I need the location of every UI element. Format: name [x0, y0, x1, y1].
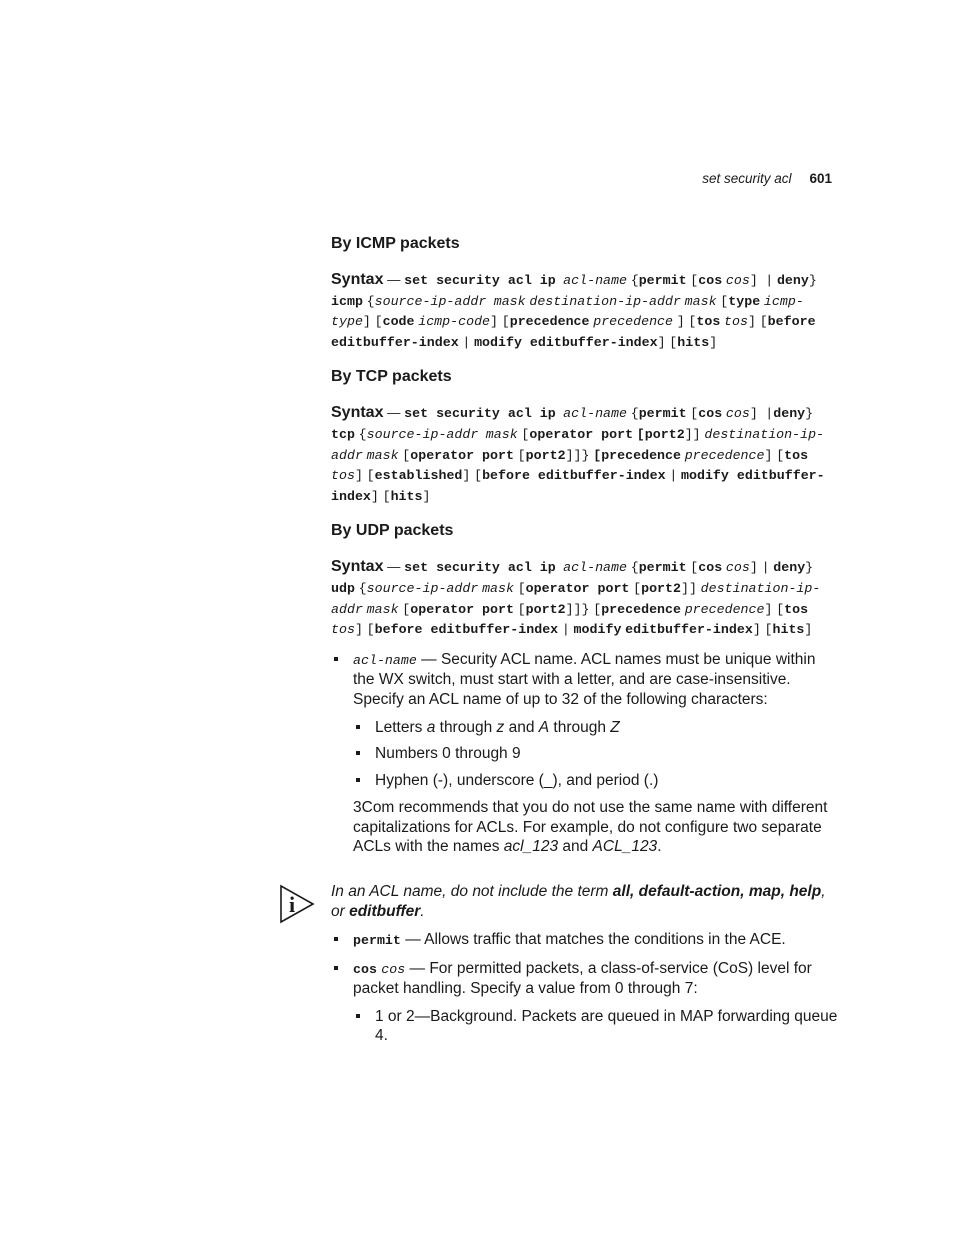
arg: tos — [331, 622, 355, 638]
kw: deny — [773, 560, 806, 576]
info-icon — [279, 884, 315, 924]
arg: mask — [366, 601, 399, 617]
cmd: set security acl ip — [404, 273, 556, 288]
list-item-permit — [331, 930, 840, 951]
t: acl_123 — [503, 838, 559, 856]
cos-value-list — [353, 1007, 840, 1046]
kw: code — [382, 314, 415, 330]
kw: modify editbuffer-index — [474, 334, 658, 350]
t: and — [558, 838, 593, 856]
note-text — [331, 882, 840, 921]
character-list — [353, 718, 840, 791]
parameter-list — [331, 650, 840, 710]
main-content — [331, 233, 840, 857]
svg-text:i: i — [289, 892, 296, 917]
kw: port2 — [525, 601, 566, 617]
kw: cos — [698, 273, 723, 288]
kw: precedence — [509, 314, 590, 330]
kw: before editbuffer-index — [331, 314, 816, 350]
kw: tos — [696, 314, 721, 330]
arg: acl-name — [563, 560, 627, 576]
list-item-letters — [353, 718, 840, 738]
kw: precedence — [601, 601, 681, 617]
kw: before editbuffer-index — [482, 468, 666, 484]
kw: cos — [698, 560, 723, 576]
arg: acl-name — [563, 273, 627, 288]
arg: precedence — [684, 601, 765, 617]
kw: hits — [390, 488, 423, 504]
t: . — [420, 902, 425, 920]
arg: source-ip-addr — [366, 580, 479, 596]
desc: — Security ACL name. ACL names must be unique within the WX switch, must start with a letter, and are case-insensitive. Specify an ACL name of up to 32 of the following characters: — [353, 650, 816, 708]
term: cos — [353, 961, 377, 977]
syntax-label: Syntax — [331, 558, 384, 576]
more-parameters — [331, 930, 840, 1046]
t: In an ACL name, do not include the term — [331, 883, 613, 900]
cmd: set security acl ip — [404, 560, 556, 576]
kw: operator port — [529, 426, 634, 442]
arg: tos — [724, 314, 748, 330]
dash: — — [383, 272, 405, 287]
arg: acl-name — [563, 406, 627, 422]
kw: editbuffer-index — [625, 622, 753, 638]
heading-tcp: By TCP packets — [331, 368, 452, 386]
arg: mask — [684, 293, 717, 309]
syntax-icmp: Syntax — set security acl ip acl-name {permit [cos cos] | deny} icmp {source-ip-addr mask destination-ip-addr mask [type icmp-type] [code icmp-code] [precedence precedence ] [tos tos] [before editbuffer-index | modify editbuffer-index] [hits] — [331, 271, 817, 350]
arg: cos — [381, 961, 406, 977]
kw: port2 — [641, 580, 681, 596]
kw: operator port — [410, 601, 514, 617]
kw: cos — [698, 406, 723, 422]
t: a — [426, 718, 436, 736]
recommendation-text — [353, 798, 840, 857]
kw: tos — [784, 601, 809, 617]
arg: mask — [485, 426, 518, 442]
arg: cos — [725, 406, 750, 422]
kw: port2 — [644, 426, 685, 442]
arg: destination-ip-addr — [331, 580, 821, 617]
arg: source-ip-addr — [366, 426, 479, 442]
t: . — [657, 838, 662, 856]
desc: — Allows traffic that matches the conditions in the ACE. — [400, 931, 786, 948]
list-item-acl-name — [331, 650, 840, 710]
kw: deny — [776, 273, 809, 288]
kw: precedence — [601, 447, 681, 463]
section-title: set security acl — [702, 171, 792, 186]
term: permit — [353, 933, 401, 948]
term: acl-name — [353, 652, 417, 668]
page-number: 601 — [809, 171, 832, 186]
kw: permit — [638, 273, 687, 288]
dash: — — [383, 559, 405, 575]
arg: mask — [493, 293, 526, 309]
heading-udp: By UDP packets — [331, 522, 454, 540]
arg: precedence — [684, 447, 765, 463]
arg: destination-ip-addr — [331, 426, 825, 463]
kw: port2 — [525, 447, 566, 463]
arg: icmp-code — [418, 314, 491, 330]
arg: destination-ip-addr — [529, 293, 681, 309]
kw: operator port — [525, 580, 630, 596]
arg: mask — [366, 447, 399, 463]
kw: hits — [772, 622, 805, 638]
t: Letters — [375, 718, 427, 736]
kw: tos — [784, 447, 809, 463]
running-header — [702, 171, 832, 186]
t: and — [504, 718, 539, 736]
parameter-list-2 — [331, 930, 840, 999]
syntax-tcp: Syntax — set security acl ip acl-name {permit [cos cos] |deny} tcp {source-ip-addr mask [operator port [port2]] destination-ip-addr mask [operator port [port2]]} [precedence precedence] [tos tos] [established] [before editbuffer-index | modify editbuffer-index] [hits] — [331, 404, 825, 504]
list-item-hyphen: Hyphen (-), underscore (_), and period (.) — [353, 771, 840, 791]
t: through — [549, 718, 611, 736]
arg: mask — [482, 580, 514, 596]
kw: modify — [573, 622, 622, 638]
arg: cos — [725, 560, 750, 576]
kw: modify editbuffer-index — [331, 468, 825, 504]
t: ACL_123 — [592, 838, 658, 856]
syntax-udp: Syntax — set security acl ip acl-name {permit [cos cos] | deny} udp {source-ip-addr mask [operator port [port2]] destination-ip-addr mask [operator port [port2]]} [precedence precedence] [tos tos] [before editbuffer-index | modify editbuffer-index] [hits] — [331, 558, 821, 638]
kw: permit — [638, 560, 687, 576]
t: A — [538, 718, 550, 736]
arg: tos — [331, 468, 355, 484]
kw: hits — [677, 334, 710, 350]
t: through — [435, 718, 497, 736]
t: z — [496, 718, 505, 736]
kw: type — [728, 293, 761, 309]
arg: icmp-type — [331, 293, 804, 330]
t: Z — [610, 718, 620, 736]
arg: source-ip-addr — [374, 293, 487, 309]
arg: cos — [725, 273, 750, 288]
kw: established — [374, 468, 463, 484]
t: all, default-action, map, help — [612, 883, 822, 900]
cmd: set security acl ip — [404, 406, 556, 422]
list-item-numbers: Numbers 0 through 9 — [353, 744, 840, 764]
list-item-cos — [331, 959, 840, 999]
desc: — For permitted packets, a class-of-service (CoS) level for packet handling. Specify a value from 0 through 7: — [353, 959, 812, 998]
kw: deny — [773, 406, 806, 422]
heading-icmp: By ICMP packets — [331, 235, 460, 252]
syntax-label: Syntax — [331, 271, 384, 288]
t: , or — [331, 883, 826, 920]
kw: operator port — [410, 447, 514, 463]
kw: udp — [331, 580, 355, 596]
t: 3Com recommends that you do not use the same name with different capitalizations for ACLs. For example, do not configure two separate ACLs with the names — [353, 799, 828, 856]
list-item-background: 1 or 2—Background. Packets are queued in MAP forwarding queue 4. — [353, 1007, 840, 1046]
kw: permit — [638, 406, 687, 422]
arg: precedence — [593, 314, 674, 330]
kw: before editbuffer-index — [374, 622, 559, 638]
kw: icmp — [331, 293, 363, 309]
kw: tcp — [331, 426, 355, 442]
syntax-label: Syntax — [331, 404, 384, 422]
t: editbuffer — [349, 902, 421, 920]
dash: — — [383, 405, 405, 421]
